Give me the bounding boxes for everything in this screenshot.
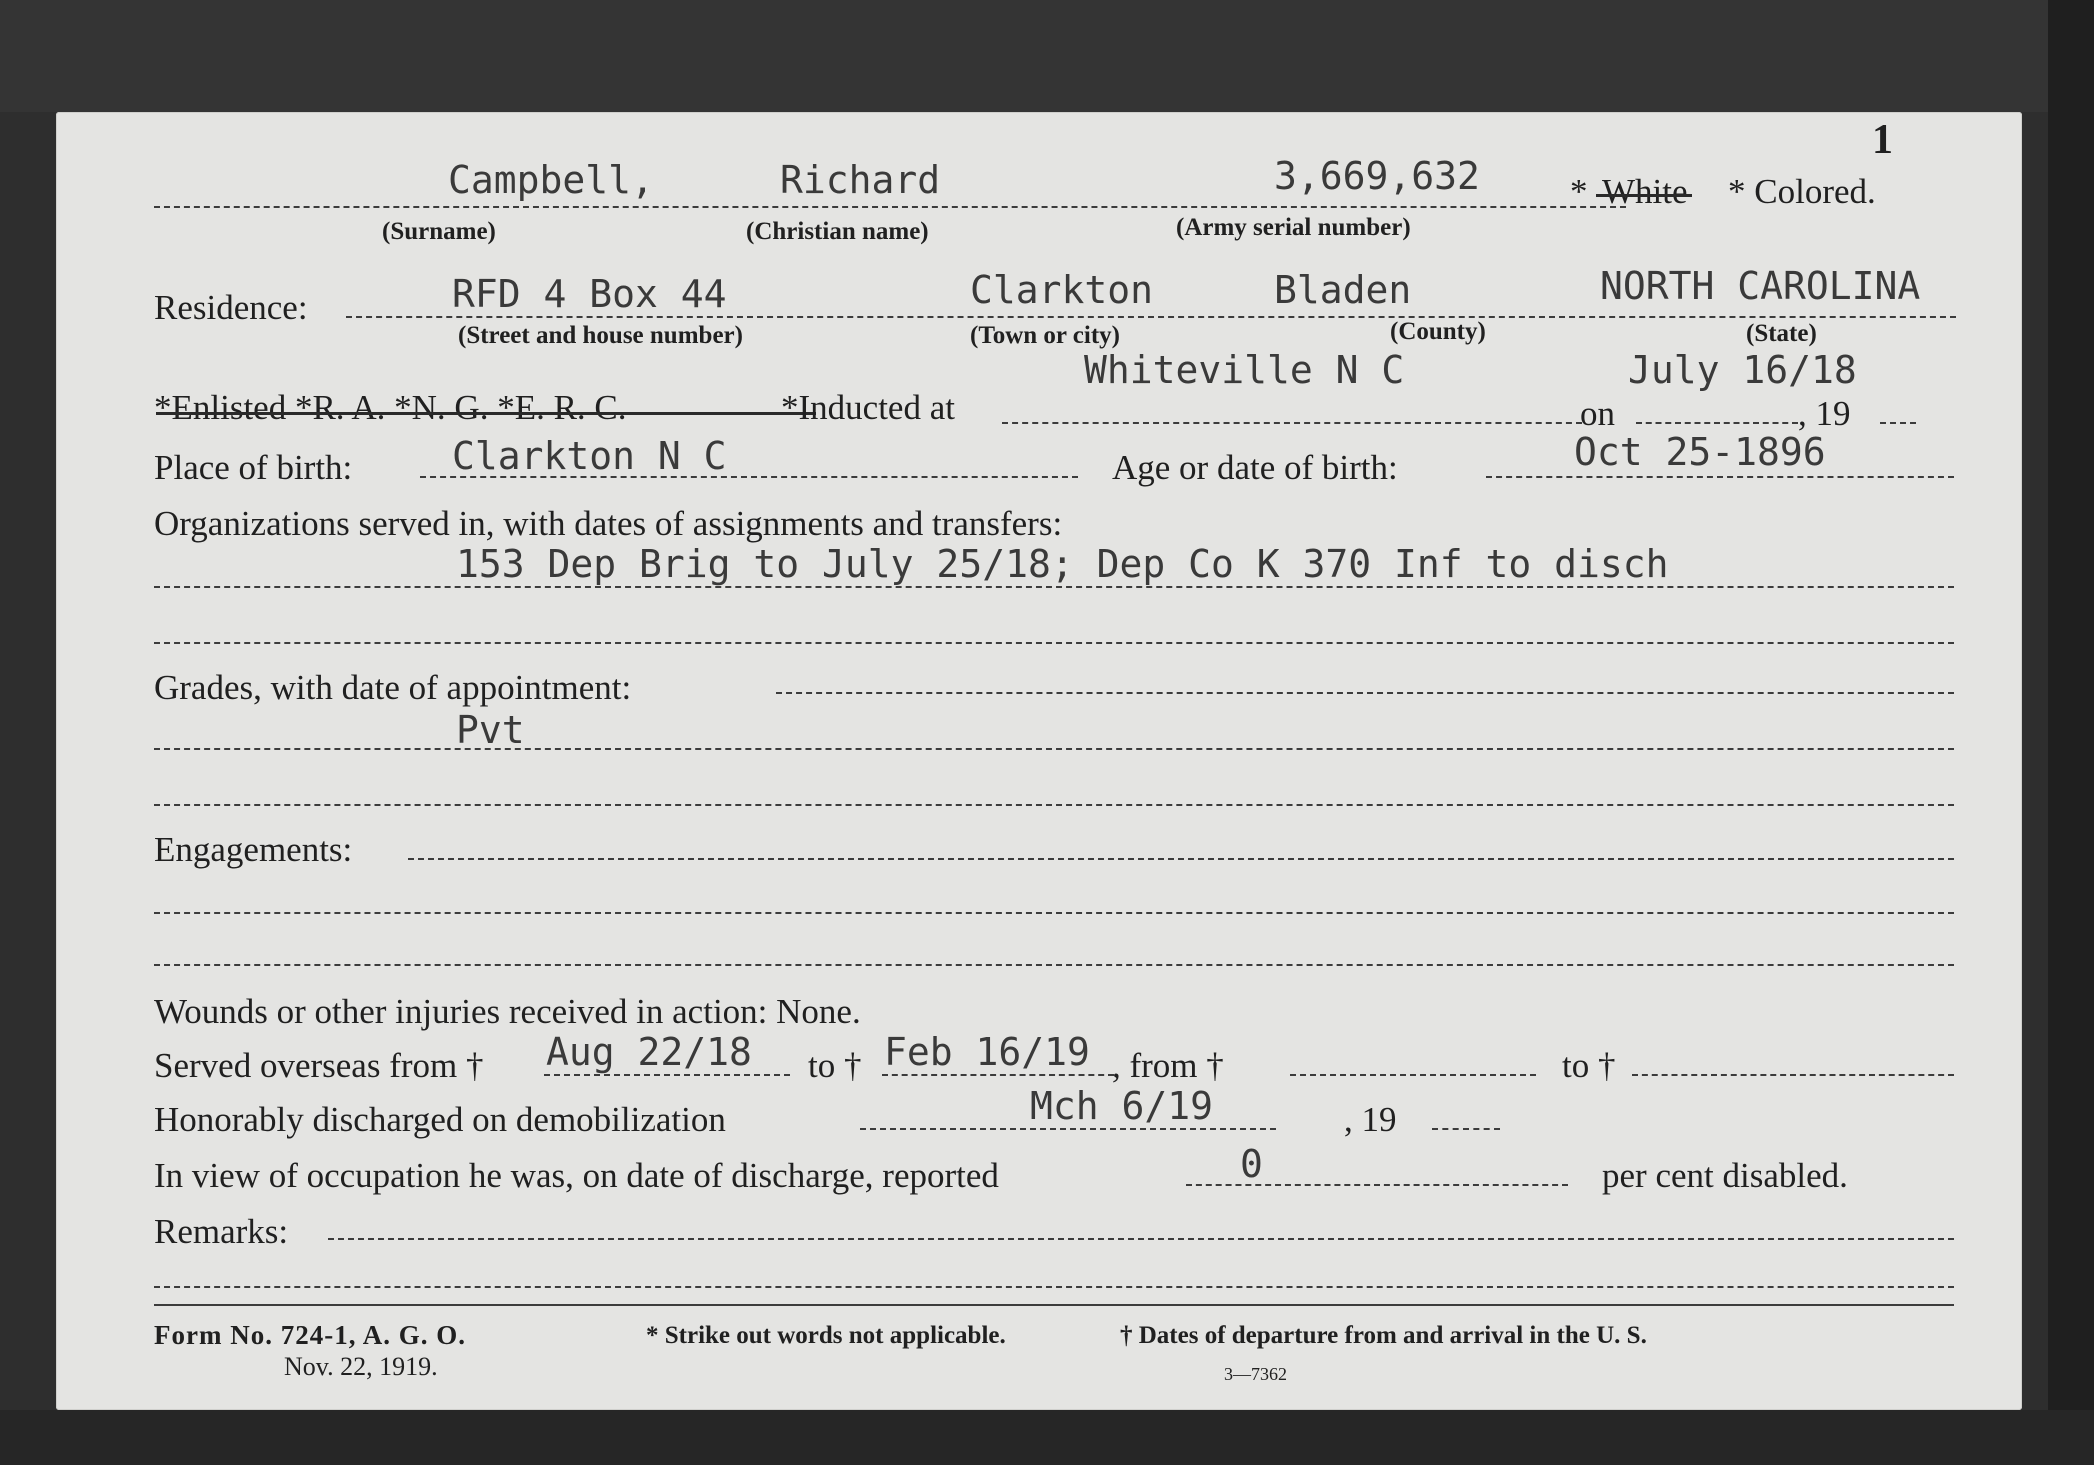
grades-value: Pvt bbox=[456, 708, 525, 752]
strike-note: * Strike out words not applicable. bbox=[646, 1322, 1006, 1349]
scan-background-bottom bbox=[0, 1410, 2094, 1465]
print-code: 3—7362 bbox=[1224, 1364, 1287, 1384]
wounds-text: Wounds or other injuries received in action: None. bbox=[154, 992, 861, 1031]
age-label: Age or date of birth: bbox=[1112, 448, 1398, 487]
overseas-from2-line bbox=[1290, 1074, 1536, 1076]
overseas-to2-line bbox=[1632, 1074, 1954, 1076]
footer-rule bbox=[154, 1304, 1954, 1306]
engagements-line-2 bbox=[154, 912, 1954, 914]
race-colored: * Colored. bbox=[1728, 172, 1876, 211]
town-caption: (Town or city) bbox=[970, 322, 1120, 349]
name-line bbox=[154, 206, 1626, 208]
overseas-from-line bbox=[544, 1074, 790, 1076]
christian-name-value: Richard bbox=[780, 158, 941, 202]
enlistment-types-struck: *Enlisted *R. A. *N. G. *E. R. C. bbox=[154, 388, 627, 427]
discharge-year-line bbox=[1432, 1128, 1500, 1130]
remarks-line-1 bbox=[328, 1238, 1954, 1240]
residence-line bbox=[346, 316, 1956, 318]
disability-label: In view of occupation he was, on date of discharge, reported bbox=[154, 1156, 999, 1195]
engagements-line-3 bbox=[154, 964, 1954, 966]
inducted-at-label: *Inducted at bbox=[781, 388, 955, 427]
remarks-label: Remarks: bbox=[154, 1212, 289, 1251]
disability-value: 0 bbox=[1240, 1142, 1263, 1186]
scan-background-right bbox=[2048, 0, 2094, 1465]
surname-value: Campbell, bbox=[448, 158, 654, 202]
age-value: Oct 25-1896 bbox=[1574, 430, 1826, 474]
county-caption: (County) bbox=[1390, 318, 1486, 345]
remarks-line-2 bbox=[154, 1286, 1954, 1288]
residence-state-value: NORTH CAROLINA bbox=[1600, 264, 1921, 308]
residence-street-value: RFD 4 Box 44 bbox=[452, 272, 727, 316]
form-date: Nov. 22, 1919. bbox=[284, 1352, 438, 1381]
enlistment-types-strike bbox=[156, 412, 816, 415]
disability-line bbox=[1186, 1184, 1568, 1186]
discharge-year-label: , 19 bbox=[1344, 1100, 1397, 1139]
dagger-note: † Dates of departure from and arrival in the U. S. bbox=[1120, 1322, 1647, 1349]
engagements-line-1 bbox=[408, 858, 1954, 860]
inducted-year-label: , 19 bbox=[1798, 394, 1851, 433]
overseas-to-label: to † bbox=[808, 1046, 862, 1085]
organizations-line-1 bbox=[154, 586, 1954, 588]
residence-label: Residence: bbox=[154, 288, 308, 327]
race-white-strike bbox=[1596, 194, 1692, 197]
christian-name-caption: (Christian name) bbox=[746, 218, 929, 245]
inducted-date-line bbox=[1636, 422, 1798, 424]
engagements-label: Engagements: bbox=[154, 830, 353, 869]
race-white-struck: White bbox=[1602, 172, 1688, 211]
age-line bbox=[1486, 476, 1954, 478]
grades-line-2 bbox=[154, 748, 1954, 750]
residence-county-value: Bladen bbox=[1274, 268, 1412, 312]
organizations-value: 153 Dep Brig to July 25/18; Dep Co K 370 Inf to disch bbox=[456, 542, 1669, 586]
overseas-from2-label: , from † bbox=[1112, 1046, 1224, 1085]
grades-line-3 bbox=[154, 804, 1954, 806]
race-prefix: * bbox=[1570, 172, 1588, 211]
service-record-card bbox=[56, 112, 2022, 1410]
overseas-to-value: Feb 16/19 bbox=[884, 1030, 1090, 1074]
place-of-birth-label: Place of birth: bbox=[154, 448, 353, 487]
place-of-birth-value: Clarkton N C bbox=[452, 434, 727, 478]
serial-number-caption: (Army serial number) bbox=[1176, 214, 1411, 241]
grades-label: Grades, with date of appointment: bbox=[154, 668, 632, 707]
organizations-line-2 bbox=[154, 642, 1954, 644]
overseas-to2-label: to † bbox=[1562, 1046, 1616, 1085]
street-caption: (Street and house number) bbox=[458, 322, 743, 349]
form-number: Form No. 724-1, A. G. O. bbox=[154, 1320, 466, 1350]
discharge-value: Mch 6/19 bbox=[1030, 1084, 1214, 1128]
discharge-line bbox=[860, 1128, 1276, 1130]
disability-suffix: per cent disabled. bbox=[1602, 1156, 1848, 1195]
residence-town-value: Clarkton bbox=[970, 268, 1154, 312]
overseas-to-line bbox=[882, 1074, 1114, 1076]
inducted-place-line bbox=[1002, 422, 1582, 424]
inducted-year-line bbox=[1880, 422, 1916, 424]
serial-number-value: 3,669,632 bbox=[1274, 154, 1480, 198]
surname-caption: (Surname) bbox=[382, 218, 496, 245]
grades-line-1 bbox=[776, 692, 1954, 694]
card-number: 1 bbox=[1872, 117, 1893, 163]
scan-background-top bbox=[0, 0, 2094, 112]
inducted-place-value: Whiteville N C bbox=[1084, 348, 1405, 392]
inducted-date-value: July 16/18 bbox=[1628, 348, 1857, 392]
organizations-label: Organizations served in, with dates of assignments and transfers: bbox=[154, 504, 1063, 543]
place-of-birth-line bbox=[420, 476, 1078, 478]
inducted-on-label: on bbox=[1580, 394, 1615, 433]
overseas-from-value: Aug 22/18 bbox=[546, 1030, 752, 1074]
overseas-label: Served overseas from † bbox=[154, 1046, 484, 1085]
state-caption: (State) bbox=[1746, 320, 1817, 347]
discharge-label: Honorably discharged on demobilization bbox=[154, 1100, 726, 1139]
